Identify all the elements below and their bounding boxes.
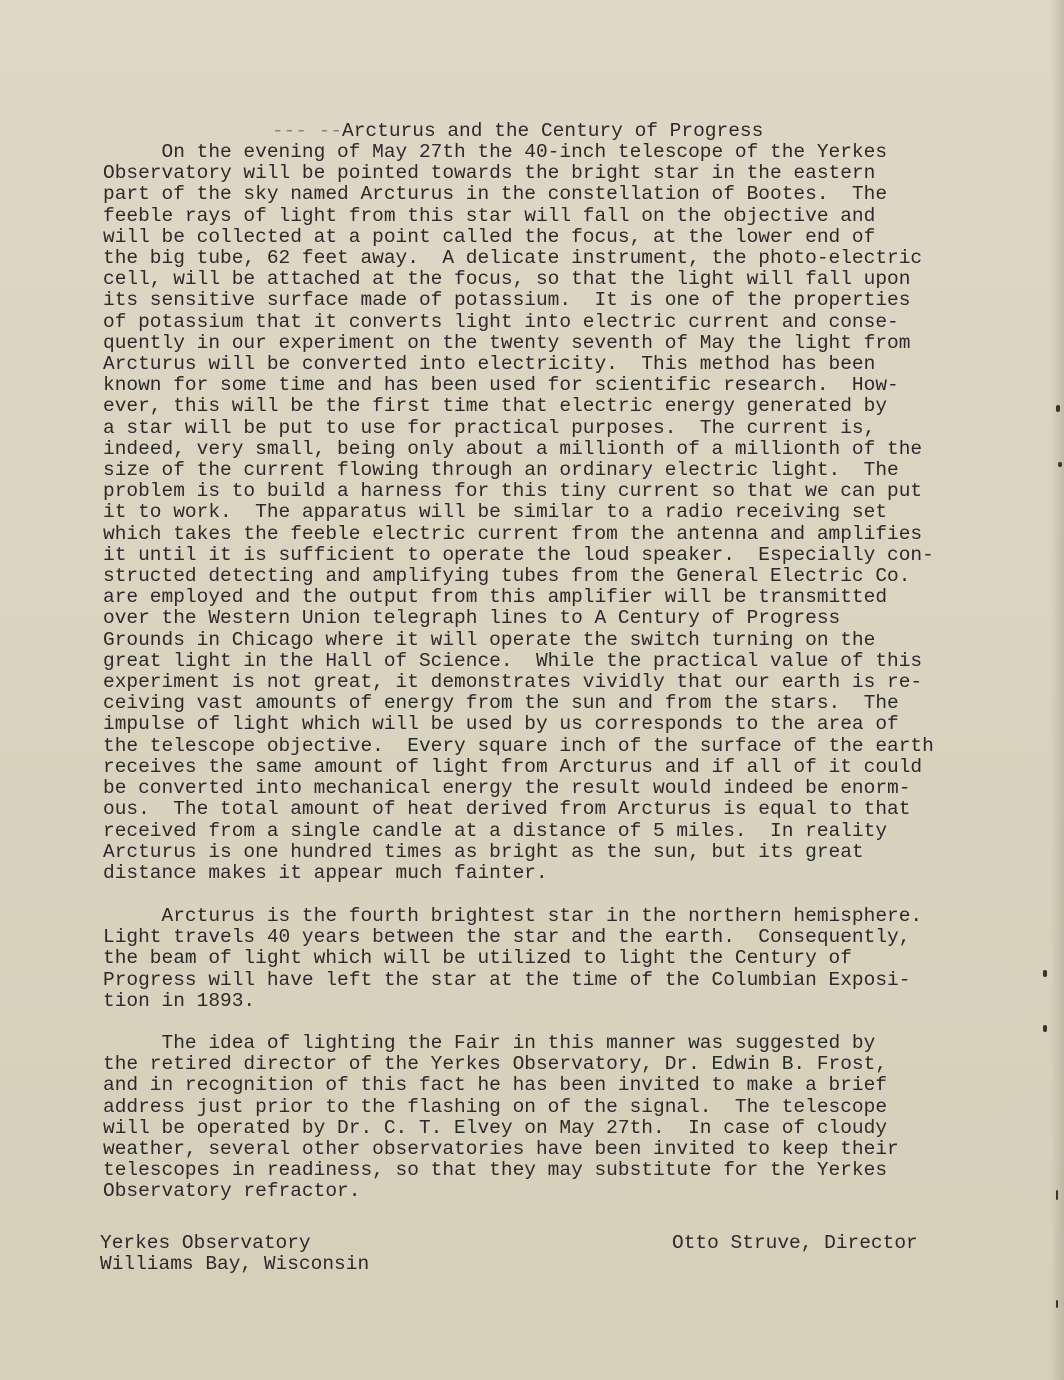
- paragraph-3-line: and in recognition of this fact he has been invited to make a brief: [103, 1074, 888, 1097]
- paragraph-1-line: a star will be put to use for practical purposes. The current is,: [103, 416, 876, 439]
- paragraph-2-line: Progress will have left the star at the time of the Columbian Exposi-: [103, 968, 911, 991]
- paragraph-2-line: tion in 1893.: [103, 989, 256, 1012]
- paragraph-3-line: weather, several other observatories have been invited to keep their: [103, 1138, 899, 1161]
- title-dashes: --- --: [271, 120, 343, 142]
- paragraph-1-line: received from a single candle at a distance of 5 miles. In reality: [103, 819, 888, 842]
- paragraph-1-line: quently in our experiment on the twenty seventh of May the light from: [103, 331, 911, 354]
- signature-left-line2: Williams Bay, Wisconsin: [100, 1253, 370, 1276]
- paragraph-1-line: distance makes it appear much fainter.: [103, 861, 548, 884]
- paragraph-3-line: will be operated by Dr. C. T. Elvey on May 27th. In case of cloudy: [103, 1116, 888, 1139]
- signature-name: [672, 1233, 918, 1254]
- paragraph-1-line: experiment is not great, it demonstrates vividly that our earth is re-: [103, 671, 923, 694]
- paragraph-1-line: indeed, very small, being only about a millionth of a millionth of the: [103, 437, 923, 460]
- paragraph-1-line: it to work. The apparatus will be similar to a radio receiving set: [103, 501, 888, 524]
- margin-ink-mark: [1056, 405, 1060, 412]
- paragraph-1-line: cell, will be attached at the focus, so that the light will fall upon: [103, 268, 911, 291]
- paragraph-3-line: telescopes in readiness, so that they may substitute for the Yerkes: [103, 1159, 888, 1182]
- paragraph-1-line: structed detecting and amplifying tubes from the General Electric Co.: [103, 565, 911, 588]
- paragraph-2: [103, 906, 922, 1012]
- paragraph-2-line: Arcturus is the fourth brightest star in the northern hemisphere.: [103, 905, 923, 927]
- paragraph-3-line: the retired director of the Yerkes Observatory, Dr. Edwin B. Frost,: [103, 1053, 888, 1076]
- margin-ink-mark: [1056, 1190, 1058, 1200]
- paragraph-1: [103, 142, 934, 884]
- paragraph-1-line: Arcturus is one hundred times as bright as the sun, but its great: [103, 840, 864, 863]
- paragraph-1-line: Observatory will be pointed towards the bright star in the eastern: [103, 162, 876, 185]
- paragraph-1-line: be converted into mechanical energy the result would indeed be enorm-: [103, 777, 911, 800]
- paragraph-1-line: the big tube, 62 feet away. A delicate instrument, the photo-electric: [103, 247, 923, 270]
- paragraph-1-line: its sensitive surface made of potassium. It is one of the properties: [103, 289, 911, 312]
- paragraph-1-line: ous. The total amount of heat derived from Arcturus is equal to that: [103, 798, 911, 821]
- paragraph-1-line: Arcturus will be converted into electricity. This method has been: [103, 353, 876, 376]
- margin-ink-mark: [1058, 462, 1062, 467]
- paragraph-1-line: of potassium that it converts light into electric current and conse-: [103, 310, 899, 333]
- paragraph-1-line: problem is to build a harness for this tiny current so that we can put: [103, 480, 923, 503]
- document-title-text: Arcturus and the Century of Progress: [342, 120, 764, 142]
- page-edge-shadow: [1050, 0, 1064, 1380]
- signature-right-line1: Otto Struve, Director: [672, 1232, 918, 1254]
- paragraph-1-line: known for some time and has been used for scientific research. How-: [103, 374, 899, 397]
- signature-left-line1: Yerkes Observatory: [100, 1232, 311, 1254]
- paragraph-2-line: Light travels 40 years between the star and the earth. Consequently,: [103, 926, 911, 949]
- paragraph-1-line: feeble rays of light from this star will fall on the objective and: [103, 204, 876, 227]
- margin-ink-mark: [1043, 1025, 1047, 1032]
- paragraph-1-line: over the Western Union telegraph lines to A Century of Progress: [103, 607, 841, 630]
- paragraph-1-line: great light in the Hall of Science. While the practical value of this: [103, 649, 923, 672]
- margin-ink-mark: [1056, 1300, 1058, 1308]
- paragraph-1-line: Grounds in Chicago where it will operate the switch turning on the: [103, 628, 876, 651]
- paragraph-1-line: impulse of light which will be used by us corresponds to the area of: [103, 713, 899, 736]
- paragraph-1-line: part of the sky named Arcturus in the constellation of Bootes. The: [103, 183, 888, 206]
- paragraph-3-line: address just prior to the flashing on of the signal. The telescope: [103, 1095, 888, 1118]
- paragraph-1-line: which takes the feeble electric current from the antenna and amplifies: [103, 522, 923, 545]
- paragraph-1-line: are employed and the output from this amplifier will be transmitted: [103, 586, 888, 609]
- paragraph-1-line: ever, this will be the first time that electric energy generated by: [103, 395, 888, 418]
- paragraph-1-line: On the evening of May 27th the 40-inch telescope of the Yerkes: [103, 141, 888, 163]
- paragraph-1-line: it until it is sufficient to operate the loud speaker. Especially con-: [103, 543, 934, 566]
- paragraph-1-line: size of the current flowing through an ordinary electric light. The: [103, 459, 899, 482]
- paragraph-3-line: The idea of lighting the Fair in this manner was suggested by: [103, 1032, 876, 1054]
- paragraph-1-line: ceiving vast amounts of energy from the sun and from the stars. The: [103, 692, 899, 715]
- paragraph-3-line: Observatory refractor.: [103, 1180, 361, 1203]
- paragraph-1-line: will be collected at a point called the focus, at the lower end of: [103, 225, 876, 248]
- paragraph-3: [103, 1033, 899, 1203]
- margin-ink-mark: [1043, 970, 1047, 977]
- paragraph-2-line: the beam of light which will be utilized to light the Century of: [103, 947, 852, 970]
- signature-address: [100, 1233, 369, 1275]
- paragraph-1-line: the telescope objective. Every square inch of the surface of the earth: [103, 734, 934, 757]
- paragraph-1-line: receives the same amount of light from Arcturus and if all of it could: [103, 755, 923, 778]
